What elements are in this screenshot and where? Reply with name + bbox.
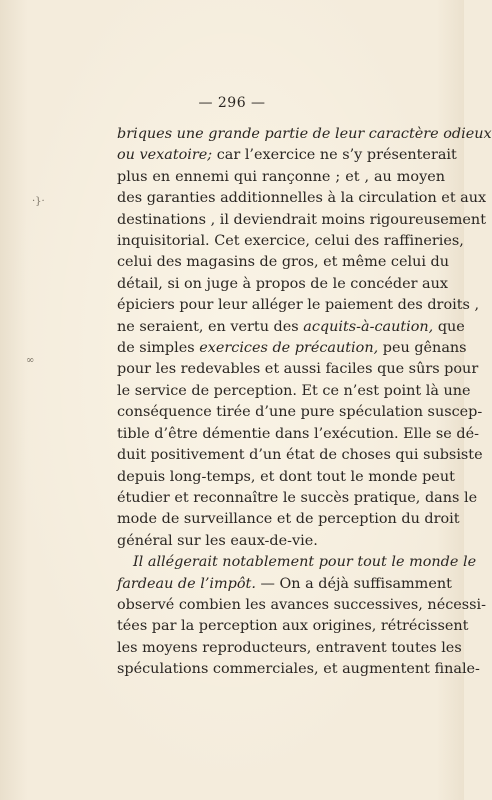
text-segment: étudier et reconnaître le succès pratique, dans le (117, 489, 478, 506)
text-segment: depuis long-temps, et dont tout le monde peut (117, 468, 455, 485)
italic-text: exercices de précaution, (199, 340, 379, 357)
text-line (117, 210, 486, 231)
text-line (117, 638, 462, 659)
text-segment: de simples (117, 340, 200, 357)
text-line (117, 531, 445, 552)
italic-text: briques une grande partie de leur caractère odieux (117, 126, 492, 142)
italic-text: ou vexatoire; (117, 147, 213, 164)
page-number: — 296 — (198, 95, 266, 111)
text-segment: que (433, 318, 465, 335)
text-segment: général sur les eaux-de-vie. (117, 532, 318, 549)
text-line (117, 338, 467, 359)
text-segment: spéculations commerciales, et augmentent finale- (117, 661, 480, 678)
text-line (117, 552, 477, 573)
text-line (117, 467, 455, 488)
text-line (117, 295, 480, 316)
text-segment: — On a déjà suffisamment (255, 575, 452, 592)
text-segment: observé combien les avances successives, nécessi- (117, 596, 487, 613)
text-segment: tées par la perception aux origines, rétrécissent (117, 618, 469, 635)
text-line (117, 381, 471, 402)
text-segment: destinations , il deviendrait moins rigoureusement (117, 211, 486, 228)
text-segment: peu gênans (378, 340, 467, 357)
text-line (117, 595, 487, 616)
margin-mark: ∞ (26, 355, 35, 366)
text-segment: car l’exercice ne s’y présenterait (212, 147, 457, 164)
text-segment: épiciers pour leur alléger le paiement des droits , (117, 297, 480, 314)
text-segment: plus en ennemi qui rançonne ; et , au moyen (117, 168, 445, 185)
text-segment: ne seraient, en vertu des (117, 318, 304, 335)
text-line (117, 616, 469, 637)
text-line (117, 252, 450, 273)
text-segment: celui des magasins de gros, et même celui du (117, 254, 450, 271)
text-segment: duit positivement d’un état de choses qui subsiste (117, 447, 483, 464)
text-segment: inquisitorial. Cet exercice, celui des raffineries, (117, 233, 464, 250)
italic-text: acquits-à-caution, (303, 318, 434, 335)
text-line (117, 574, 452, 595)
text-line (117, 509, 460, 530)
text-line (117, 145, 457, 166)
text-segment: les moyens reproducteurs, entravent toutes les (117, 639, 462, 656)
text-segment: conséquence tirée d’une pure spéculation suscep- (117, 404, 483, 421)
text-line (117, 167, 445, 188)
text-line (117, 317, 465, 338)
text-line (117, 124, 492, 145)
text-segment: détail, si on juge à propos de le concéder aux (117, 275, 448, 292)
text-line (117, 188, 487, 209)
italic-text: Il allégerait notablement pour tout le monde le (133, 554, 477, 571)
text-segment: des garanties additionnelles à la circulation et aux (117, 190, 487, 207)
text-line (117, 274, 448, 295)
text-line (117, 359, 479, 380)
margin-mark: ·}· (32, 196, 45, 207)
text-line (117, 402, 483, 423)
text-line (117, 231, 464, 252)
text-segment: mode de surveillance et de perception du droit (117, 511, 460, 528)
text-segment: tible d’être démentie dans l’exécution. Elle se dé- (117, 425, 479, 442)
text-segment: pour les redevables et aussi faciles que sûrs pour (117, 361, 479, 378)
italic-text: fardeau de l’impôt. (117, 575, 256, 592)
text-segment: le service de perception. Et ce n’est point là une (117, 382, 471, 399)
body-text (117, 124, 492, 681)
text-line (117, 445, 483, 466)
text-line (117, 424, 479, 445)
text-line (117, 488, 478, 509)
text-line (117, 659, 480, 680)
